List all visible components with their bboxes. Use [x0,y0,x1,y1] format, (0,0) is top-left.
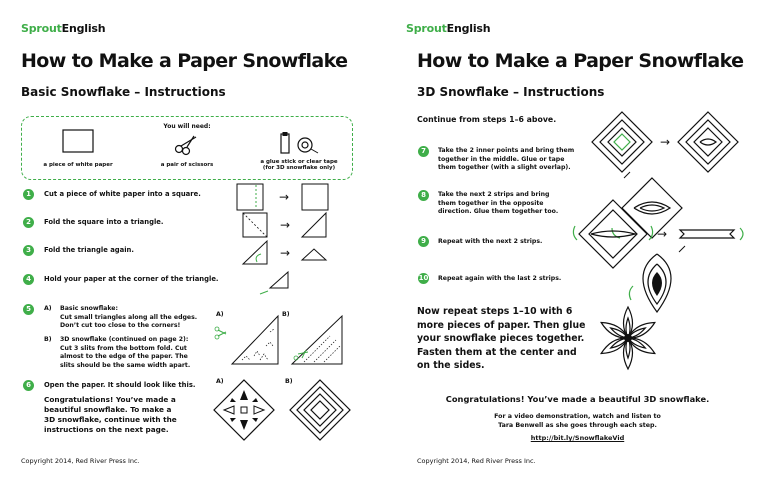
page-subtitle: 3D Snowflake – Instructions [417,85,605,99]
step5-b-label: B) [44,336,52,343]
continue-note: Continue from steps 1–6 above. [417,115,557,124]
step-text: Repeat again with the last 2 strips. [438,275,562,282]
step5a-diagram [222,310,284,366]
step1-diagram [236,183,331,211]
fig-a-label: A) [216,311,224,318]
repeat-instructions: Now repeat steps 1–10 with 6 more pieces of paper. Then glue your snowflake pieces together. Fasten them at the center and on the sides. [417,306,586,371]
page-title: How to Make a Paper Snowflake [21,50,348,72]
step-number: 1 [23,189,34,200]
3d-step10-diagram [625,244,700,314]
step-number: 7 [418,146,429,157]
step-text: Take the next 2 strips and bring them together in the opposite direction. Glue them together too. [438,191,559,215]
svg-text:→: → [660,135,671,149]
page-subtitle: Basic Snowflake – Instructions [21,85,226,99]
fig6-b-label: B) [285,378,293,385]
step-text: Hold your paper at the corner of the triangle. [44,275,219,283]
materials-heading: You will need: [163,123,211,130]
step-text: Fold the triangle again. [44,246,134,254]
glue-tape-icon [280,131,320,155]
step-number: 5 [23,304,34,315]
step-number: 3 [23,245,34,256]
step-number: 10 [418,274,429,282]
copyright: Copyright 2014, Red River Press Inc. [21,457,140,465]
step-text: Repeat with the next 2 strips. [438,238,543,245]
fig-b-label: B) [282,311,290,318]
3d-congrats: Congratulations! You’ve made a beautiful 3D snowflake. [445,394,710,404]
sprout-english-logo: SproutEnglish [406,22,491,35]
step3-diagram [242,240,332,266]
step-text: Open the paper. It should look like this. [44,381,196,389]
materials-box [21,116,353,180]
sprout-english-logo: SproutEnglish [21,22,106,35]
scissors-icon [174,135,200,155]
step5-a-text: Basic snowflake: Cut small triangles along all the edges. Don’t cut too close to the corners! [60,305,198,329]
svg-text:→: → [280,246,291,260]
step-text: Take the 2 inner points and bring them together in the middle. Glue or tape them together (with a slight overlap). [438,147,575,171]
step5-b-text: 3D snowflake (continued on page 2): Cut 3 slits from the bottom fold. Cut almost to the edge of the paper. The slits should be the same width apart. [60,336,191,369]
paper-label: a piece of white paper [43,162,113,168]
step2-diagram [242,212,332,240]
step5b-diagram [288,310,350,366]
basic-snowflake-result [212,378,276,442]
step-number: 2 [23,217,34,228]
page-3d-instructions [385,0,770,485]
3d-snowflake-final [595,305,661,371]
step-text: Fold the square into a triangle. [44,218,164,226]
step5-a-label: A) [44,305,52,312]
step-text: Cut a piece of white paper into a square. [44,190,201,198]
step-number: 4 [23,274,34,285]
basic-congrats: Congratulations! You’ve made a beautiful snowflake. To make a 3D snowflake, continue with the instructions on the next page. [44,395,177,434]
fig6-a-label: A) [216,378,224,385]
svg-text:→: → [279,190,290,204]
svg-text:→: → [657,227,668,241]
page-title: How to Make a Paper Snowflake [417,50,744,72]
video-link[interactable]: http://bit.ly/SnowflakeVid [530,434,625,442]
glue-label: a glue stick or clear tape (for 3D snowflake only) [260,159,338,171]
step-number: 6 [23,380,34,391]
video-note: For a video demonstration, watch and listen to Tara Benwell as she goes through each step. [494,413,661,429]
step4-diagram [258,268,298,298]
3d-snowflake-cut-result [288,378,352,442]
copyright: Copyright 2014, Red River Press Inc. [417,457,536,465]
step-number: 9 [418,236,429,247]
white-paper-icon [62,129,94,153]
step-number: 8 [418,190,429,201]
scissors-label: a pair of scissors [160,162,214,168]
svg-text:→: → [280,218,291,232]
